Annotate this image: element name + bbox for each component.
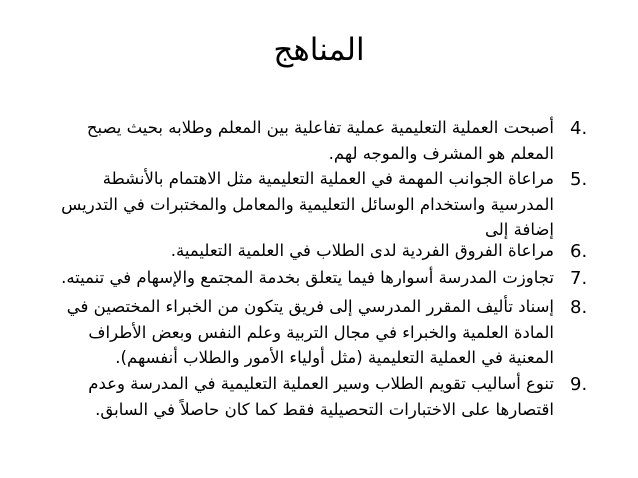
item-text: أصبحت العملية التعليمية عملية تفاعلية بين المعلم وطلابه بحيث يصبح المعلم هو المشرف والموجه لهم. bbox=[86, 118, 554, 163]
item-number: 8. bbox=[570, 297, 588, 318]
item-text: تنوع أساليب تقويم الطلاب وسير العملية التعليمية في المدرسة وعدم اقتصارها على الاختبارات التحصيلية فقط كما كان حاصلاً في السابق. bbox=[88, 374, 554, 419]
item-text: مراعاة الفروق الفردية لدى الطلاب في العلمية التعليمية. bbox=[170, 241, 554, 260]
item-text: تجاوزت المدرسة أسوارها فيما يتعلق بخدمة المجتمع والإسهام في تنميته. bbox=[61, 268, 554, 287]
item-number: 5. bbox=[570, 169, 588, 190]
item-number: 4. bbox=[570, 118, 588, 139]
item-number: 6. bbox=[570, 241, 588, 262]
item-text: مراعاة الجوانب المهمة في العملية التعليمية مثل الاهتمام بالأنشطة المدرسية واستخدام الوسائل التعليمية والمعامل والمختبرات في التدريس إضافة إلى bbox=[61, 169, 554, 239]
item-number: 9. bbox=[570, 374, 588, 395]
item-number: 7. bbox=[570, 268, 588, 289]
item-text: إسناد تأليف المقرر المدرسي إلى فريق يتكون من الخبراء المختصين في المادة العلمية والخبراء في مجال التربية وعلم النفس وبعض الأطراف المعنية في العملية التعليمية (مثل أولياء الأمور والطلاب أنفسهم). bbox=[66, 297, 554, 367]
slide-title: المناهج bbox=[273, 32, 365, 68]
